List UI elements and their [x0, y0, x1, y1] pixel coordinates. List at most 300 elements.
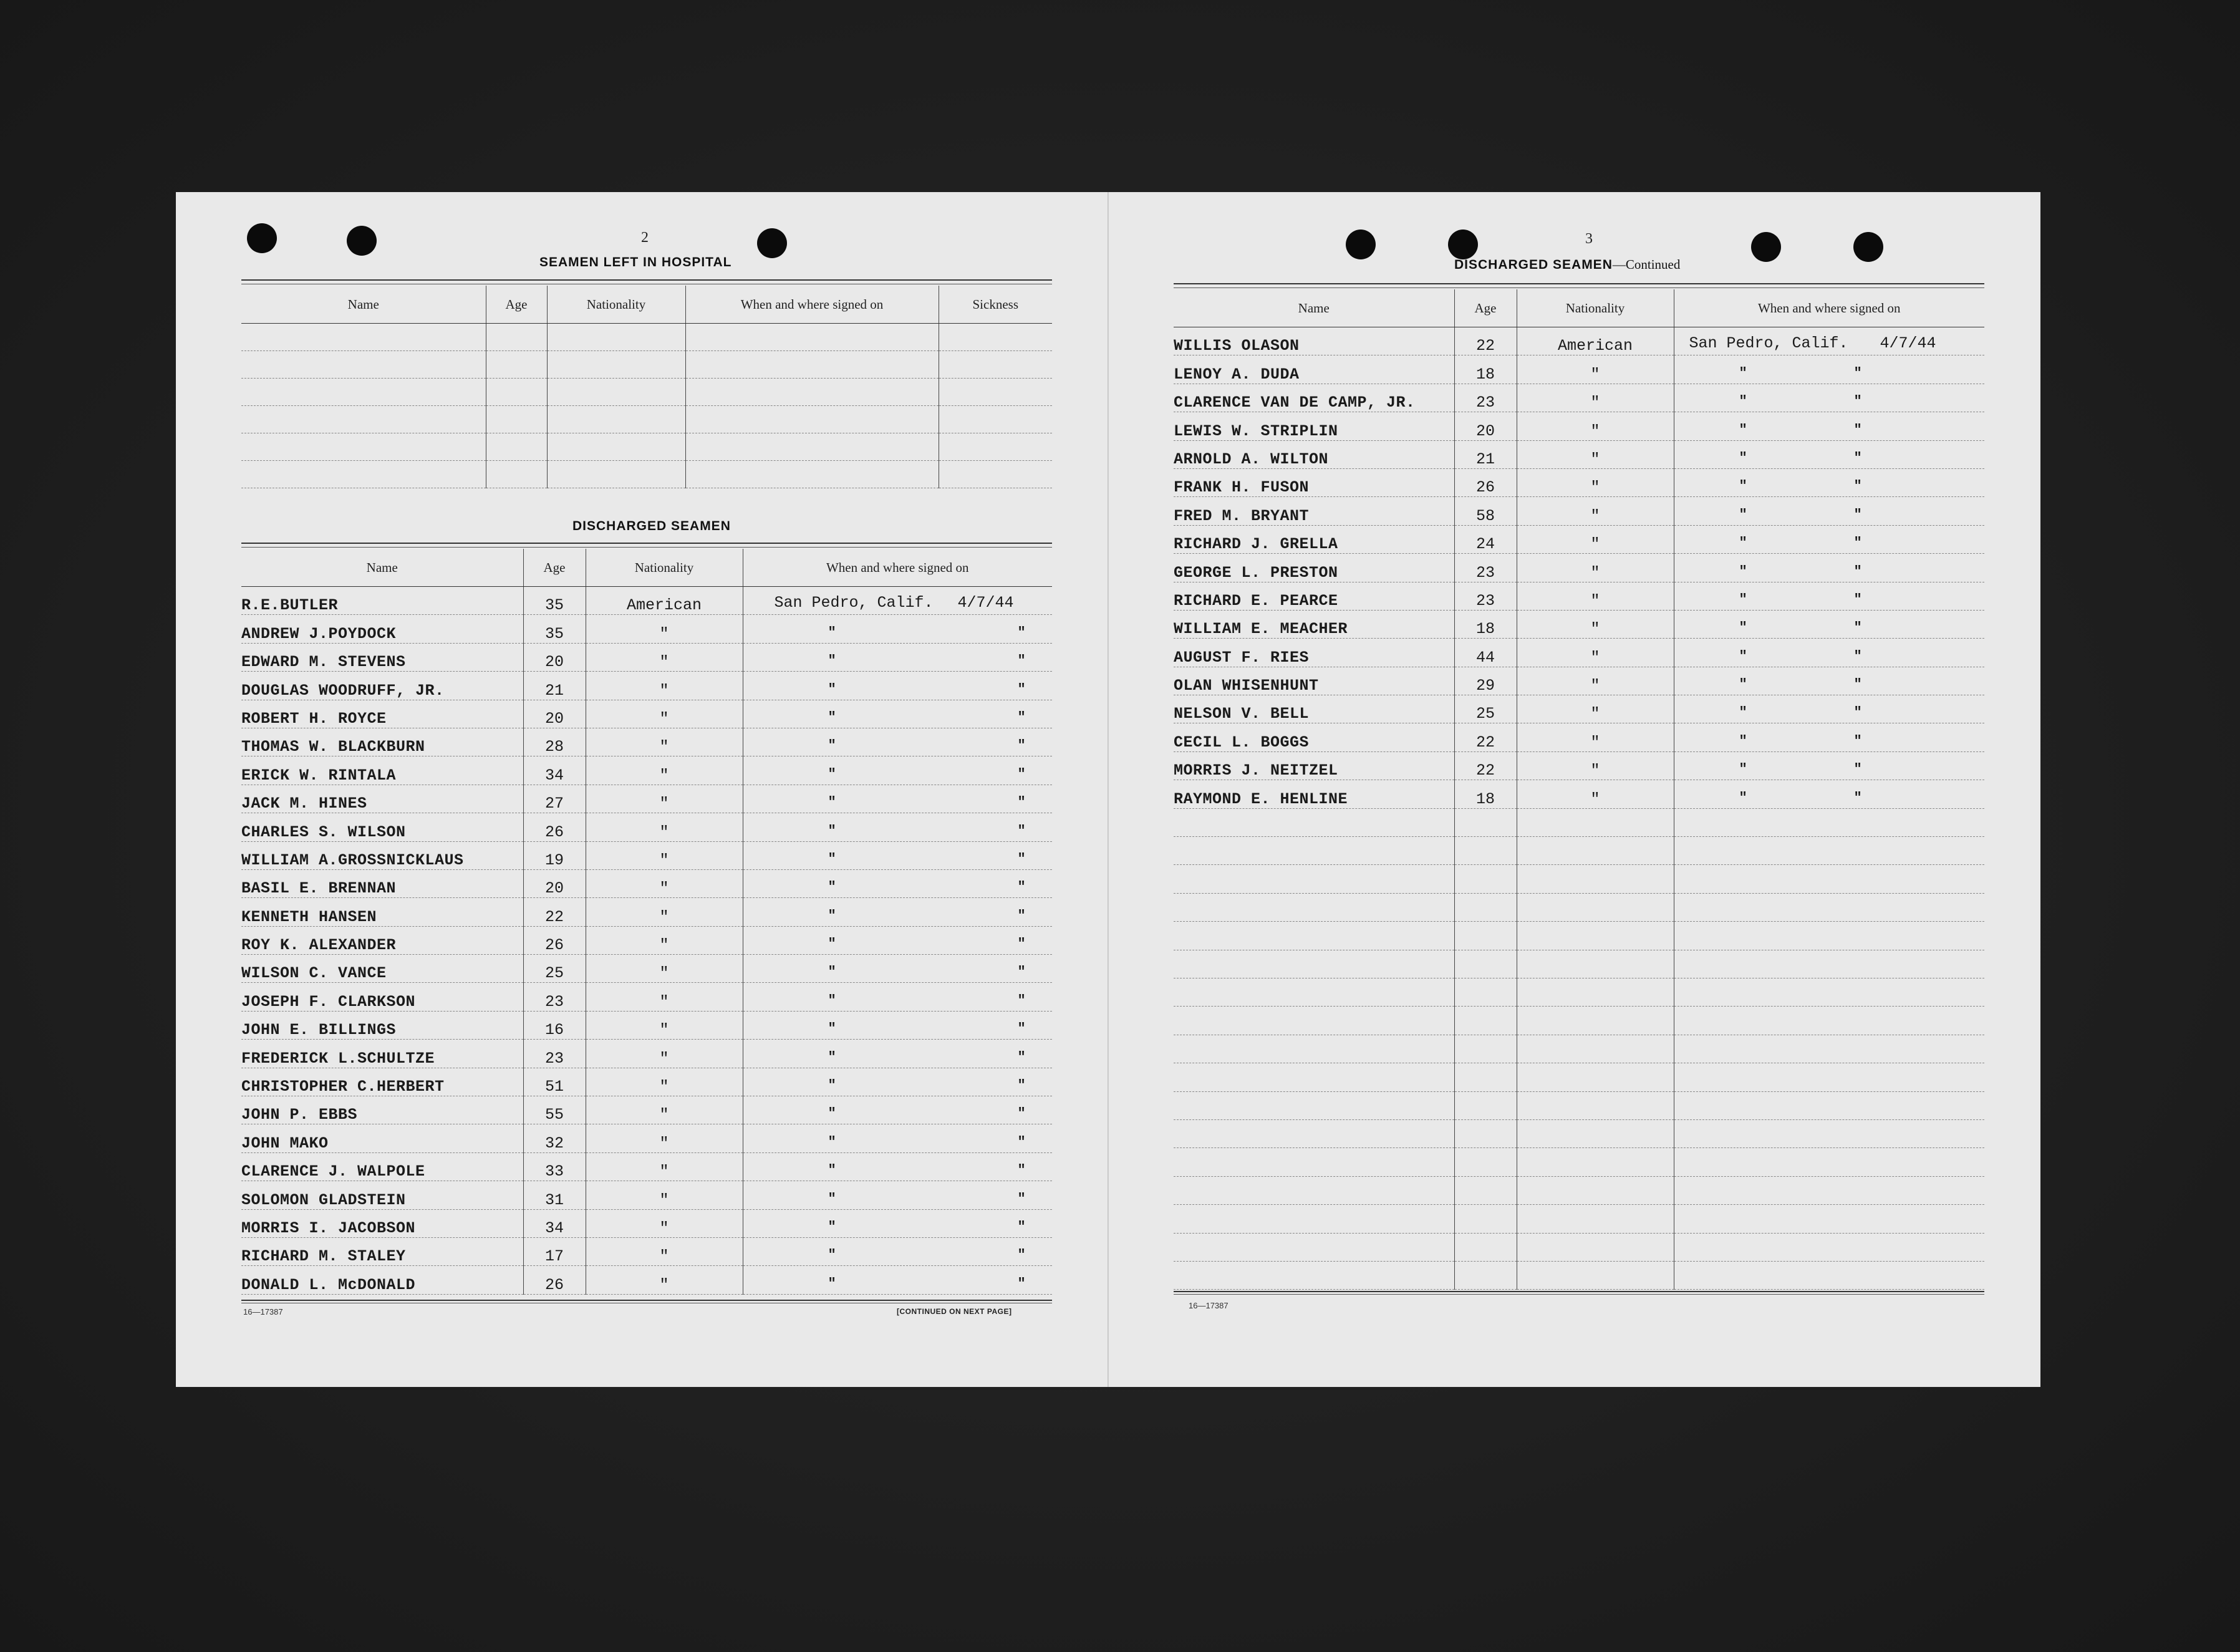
- seaman-age: 21: [523, 672, 586, 700]
- seaman-name: GEORGE L. PRESTON: [1174, 554, 1454, 582]
- blank-row: [241, 351, 1052, 379]
- seaman-name: OLAN WHISENHUNT: [1174, 667, 1454, 695]
- signed-on-date: ": [1853, 535, 1862, 551]
- signed-on-date: ": [1853, 365, 1862, 381]
- blank-row: [1174, 1007, 1984, 1035]
- double-rule: [241, 279, 1052, 284]
- signed-on-cell: [1674, 582, 1984, 610]
- blank-cell: [486, 351, 547, 379]
- seaman-nationality: ": [586, 643, 743, 671]
- seaman-name: ROY K. ALEXANDER: [241, 926, 523, 954]
- blank-cell: [547, 379, 685, 406]
- seaman-name: JOSEPH F. CLARKSON: [241, 983, 523, 1011]
- column-header: Age: [523, 549, 586, 587]
- blank-row: [241, 379, 1052, 406]
- blank-cell: [241, 406, 486, 433]
- seaman-nationality: ": [1517, 412, 1674, 440]
- signed-on-place: ": [828, 1078, 836, 1094]
- blank-cell: [1517, 1035, 1674, 1063]
- punch-hole: [1448, 229, 1478, 259]
- table-row: [241, 926, 1052, 954]
- table-row: [1174, 384, 1984, 412]
- table-row: [1174, 582, 1984, 610]
- signed-on-place: ": [1739, 790, 1747, 806]
- signed-on-cell: [743, 615, 1052, 643]
- blank-cell: [1674, 808, 1984, 836]
- blank-cell: [1174, 1063, 1454, 1091]
- signed-on-place: ": [1739, 761, 1747, 778]
- signed-on-place: ": [1739, 365, 1747, 381]
- blank-row: [241, 461, 1052, 488]
- seaman-name: JACK M. HINES: [241, 785, 523, 813]
- signed-on-cell: [743, 1096, 1052, 1124]
- seaman-name: FRED M. BRYANT: [1174, 497, 1454, 525]
- seaman-age: 18: [1454, 610, 1517, 638]
- discharged-continued-table: [1174, 289, 1984, 1290]
- column-header: Age: [486, 286, 547, 324]
- signed-on-place: ": [828, 653, 836, 669]
- punch-hole: [1751, 232, 1781, 262]
- table-row: [1174, 468, 1984, 496]
- signed-on-cell: [743, 1237, 1052, 1265]
- table-row: [241, 955, 1052, 983]
- signed-on-place: ": [828, 851, 836, 867]
- seaman-nationality: ": [586, 1152, 743, 1181]
- seaman-name: AUGUST F. RIES: [1174, 639, 1454, 667]
- blank-cell: [1517, 1091, 1674, 1119]
- blank-cell: [1517, 1148, 1674, 1176]
- signed-on-date: ": [1017, 1021, 1026, 1037]
- signed-on-place: ": [828, 681, 836, 697]
- signed-on-cell: [1674, 412, 1984, 440]
- blank-cell: [1454, 1035, 1517, 1063]
- signed-on-cell: [743, 785, 1052, 813]
- table-row: [1174, 525, 1984, 553]
- signed-on-date: ": [1017, 1106, 1026, 1122]
- blank-cell: [1454, 1233, 1517, 1261]
- discharged-section-title: DISCHARGED SEAMEN: [572, 519, 731, 533]
- signed-on-place: ": [828, 1191, 836, 1207]
- table-row: [241, 1209, 1052, 1237]
- punch-hole: [1346, 229, 1376, 259]
- signed-on-place: ": [828, 1106, 836, 1122]
- blank-row: [1174, 1035, 1984, 1063]
- blank-cell: [1174, 978, 1454, 1006]
- signed-on-date: ": [1017, 1049, 1026, 1065]
- signed-on-date: ": [1017, 1162, 1026, 1179]
- left-page: [176, 192, 1109, 1387]
- signed-on-date: ": [1853, 591, 1862, 607]
- table-row: [241, 615, 1052, 643]
- column-header: Nationality: [586, 549, 743, 587]
- blank-cell: [1517, 1261, 1674, 1289]
- blank-cell: [1454, 1063, 1517, 1091]
- blank-cell: [1517, 1007, 1674, 1035]
- double-rule: [1174, 283, 1984, 288]
- blank-cell: [939, 461, 1052, 488]
- blank-cell: [1454, 1148, 1517, 1176]
- seaman-age: 35: [523, 615, 586, 643]
- column-header: Name: [241, 286, 486, 324]
- signed-on-cell: [1674, 355, 1984, 384]
- signed-on-place: ": [1739, 591, 1747, 607]
- table-row: [1174, 355, 1984, 384]
- signed-on-date: ": [1017, 964, 1026, 980]
- punch-hole: [1853, 232, 1883, 262]
- table-row: [241, 1181, 1052, 1209]
- seaman-age: 20: [1454, 412, 1517, 440]
- blank-cell: [939, 379, 1052, 406]
- page-number: 2: [641, 229, 649, 246]
- signed-on-date: 4/7/44: [957, 594, 1014, 612]
- seaman-nationality: ": [586, 756, 743, 785]
- signed-on-place: ": [828, 1219, 836, 1235]
- seaman-age: 25: [1454, 695, 1517, 723]
- blank-cell: [1517, 808, 1674, 836]
- seaman-nationality: ": [1517, 582, 1674, 610]
- blank-cell: [241, 351, 486, 379]
- signed-on-date: ": [1017, 1191, 1026, 1207]
- seaman-age: 44: [1454, 639, 1517, 667]
- table-row: [1174, 327, 1984, 355]
- signed-on-date: ": [1853, 478, 1862, 495]
- column-header: When and where signed on: [685, 286, 939, 324]
- bottom-rule: [241, 1300, 1052, 1303]
- discharged-table: [241, 549, 1052, 1295]
- seaman-nationality: ": [586, 785, 743, 813]
- blank-cell: [1454, 893, 1517, 921]
- table-row: [241, 700, 1052, 728]
- seaman-nationality: ": [586, 1124, 743, 1152]
- seaman-name: KENNETH HANSEN: [241, 898, 523, 926]
- table-row: [1174, 723, 1984, 751]
- signed-on-date: ": [1853, 394, 1862, 410]
- signed-on-date: ": [1017, 709, 1026, 725]
- signed-on-place: ": [1739, 648, 1747, 664]
- table-row: [241, 1096, 1052, 1124]
- signed-on-cell: [743, 1181, 1052, 1209]
- hospital-table: [241, 286, 1052, 488]
- seaman-age: 18: [1454, 355, 1517, 384]
- signed-on-cell: [743, 955, 1052, 983]
- seaman-nationality: ": [586, 1209, 743, 1237]
- blank-cell: [1174, 950, 1454, 978]
- signed-on-place: ": [828, 766, 836, 782]
- signed-on-place: ": [1739, 677, 1747, 693]
- table-row: [241, 728, 1052, 756]
- signed-on-place: San Pedro, Calif.: [774, 594, 934, 612]
- signed-on-date: ": [1853, 790, 1862, 806]
- table-row: [241, 1237, 1052, 1265]
- column-header: Age: [1454, 289, 1517, 327]
- seaman-name: WILSON C. VANCE: [241, 955, 523, 983]
- seaman-age: 25: [523, 955, 586, 983]
- signed-on-cell: [743, 926, 1052, 954]
- seaman-nationality: ": [586, 1068, 743, 1096]
- seaman-nationality: ": [1517, 639, 1674, 667]
- seaman-name: ANDREW J.POYDOCK: [241, 615, 523, 643]
- continued-note: [CONTINUED ON NEXT PAGE]: [897, 1307, 1012, 1316]
- signed-on-cell: [1674, 468, 1984, 496]
- seaman-nationality: ": [586, 728, 743, 756]
- blank-cell: [1174, 1091, 1454, 1119]
- seaman-name: SOLOMON GLADSTEIN: [241, 1181, 523, 1209]
- signed-on-cell: [1674, 610, 1984, 638]
- blank-cell: [1174, 865, 1454, 893]
- blank-cell: [685, 461, 939, 488]
- form-code: 16—17387: [243, 1307, 283, 1316]
- table-row: [241, 869, 1052, 897]
- blank-cell: [1454, 1205, 1517, 1233]
- signed-on-date: ": [1853, 563, 1862, 579]
- seaman-age: 19: [523, 841, 586, 869]
- blank-cell: [547, 461, 685, 488]
- signed-on-cell: [743, 1209, 1052, 1237]
- signed-on-date: ": [1017, 851, 1026, 867]
- seaman-age: 20: [523, 643, 586, 671]
- blank-cell: [1674, 1176, 1984, 1204]
- signed-on-cell: [743, 813, 1052, 841]
- column-header: Nationality: [1517, 289, 1674, 327]
- blank-cell: [1517, 1176, 1674, 1204]
- seaman-nationality: ": [1517, 610, 1674, 638]
- signed-on-cell: [743, 869, 1052, 897]
- seaman-age: 23: [523, 983, 586, 1011]
- table-row: [241, 1011, 1052, 1039]
- seaman-name: FREDERICK L.SCHULTZE: [241, 1040, 523, 1068]
- seaman-nationality: ": [586, 926, 743, 954]
- signed-on-place: ": [828, 1162, 836, 1179]
- signed-on-cell: [1674, 525, 1984, 553]
- blank-cell: [547, 406, 685, 433]
- seaman-nationality: ": [1517, 497, 1674, 525]
- seaman-nationality: ": [1517, 355, 1674, 384]
- signed-on-place: ": [828, 907, 836, 924]
- seaman-age: 16: [523, 1011, 586, 1039]
- blank-cell: [241, 379, 486, 406]
- discharged-continued-title: [1454, 257, 1680, 273]
- seaman-nationality: ": [1517, 468, 1674, 496]
- blank-cell: [1517, 1233, 1674, 1261]
- seaman-nationality: ": [1517, 695, 1674, 723]
- blank-row: [1174, 893, 1984, 921]
- signed-on-place: ": [828, 1021, 836, 1037]
- double-rule: [241, 543, 1052, 548]
- signed-on-place: ": [828, 738, 836, 754]
- signed-on-date: ": [1017, 907, 1026, 924]
- seaman-name: CHARLES S. WILSON: [241, 813, 523, 841]
- seaman-nationality: ": [586, 813, 743, 841]
- seaman-nationality: ": [1517, 384, 1674, 412]
- seaman-nationality: ": [586, 672, 743, 700]
- blank-row: [1174, 1233, 1984, 1261]
- seaman-nationality: American: [586, 587, 743, 615]
- blank-cell: [1517, 1119, 1674, 1147]
- signed-on-date: ": [1017, 766, 1026, 782]
- seaman-age: 26: [523, 813, 586, 841]
- seaman-name: RICHARD J. GRELLA: [1174, 525, 1454, 553]
- seaman-name: DONALD L. McDONALD: [241, 1266, 523, 1294]
- table-row: [1174, 751, 1984, 780]
- blank-cell: [1454, 1091, 1517, 1119]
- blank-cell: [1517, 950, 1674, 978]
- blank-cell: [1674, 1233, 1984, 1261]
- seaman-name: JOHN E. BILLINGS: [241, 1011, 523, 1039]
- blank-cell: [486, 461, 547, 488]
- seaman-nationality: American: [1517, 327, 1674, 355]
- signed-on-date: ": [1017, 738, 1026, 754]
- signed-on-date: ": [1853, 677, 1862, 693]
- blank-cell: [1174, 893, 1454, 921]
- signed-on-place: ": [828, 823, 836, 839]
- signed-on-date: ": [1853, 450, 1862, 466]
- seaman-age: 58: [1454, 497, 1517, 525]
- blank-cell: [1174, 1119, 1454, 1147]
- blank-cell: [1454, 808, 1517, 836]
- signed-on-cell: [1674, 695, 1984, 723]
- form-code: 16—17387: [1189, 1301, 1229, 1310]
- signed-on-cell: [743, 1011, 1052, 1039]
- signed-on-date: ": [1017, 1275, 1026, 1292]
- signed-on-cell: [743, 672, 1052, 700]
- seaman-nationality: ": [586, 1237, 743, 1265]
- signed-on-cell: [743, 587, 1052, 615]
- blank-cell: [1517, 978, 1674, 1006]
- signed-on-cell: [743, 728, 1052, 756]
- signed-on-place: ": [828, 1049, 836, 1065]
- table-row: [1174, 412, 1984, 440]
- seaman-nationality: ": [1517, 525, 1674, 553]
- blank-cell: [1174, 922, 1454, 950]
- signed-on-place: ": [828, 1134, 836, 1150]
- signed-on-cell: [743, 1068, 1052, 1096]
- blank-cell: [1174, 1176, 1454, 1204]
- table-row: [241, 756, 1052, 785]
- signed-on-place: ": [1739, 478, 1747, 495]
- seaman-age: 34: [523, 756, 586, 785]
- seaman-name: R.E.BUTLER: [241, 587, 523, 615]
- table-row: [1174, 667, 1984, 695]
- blank-cell: [1174, 837, 1454, 865]
- table-row: [1174, 610, 1984, 638]
- blank-cell: [486, 433, 547, 461]
- seaman-age: 23: [1454, 554, 1517, 582]
- signed-on-cell: [743, 1124, 1052, 1152]
- signed-on-date: ": [1017, 992, 1026, 1008]
- blank-cell: [1174, 808, 1454, 836]
- blank-row: [241, 433, 1052, 461]
- seaman-age: 17: [523, 1237, 586, 1265]
- seaman-name: LENOY A. DUDA: [1174, 355, 1454, 384]
- seaman-nationality: ": [586, 983, 743, 1011]
- seaman-age: 20: [523, 869, 586, 897]
- signed-on-date: ": [1853, 761, 1862, 778]
- seaman-age: 32: [523, 1124, 586, 1152]
- blank-cell: [1517, 922, 1674, 950]
- seaman-nationality: ": [586, 615, 743, 643]
- blank-cell: [241, 433, 486, 461]
- seaman-name: NELSON V. BELL: [1174, 695, 1454, 723]
- signed-on-place: ": [828, 992, 836, 1008]
- signed-on-place: ": [828, 936, 836, 952]
- column-header: Sickness: [939, 286, 1052, 324]
- seaman-nationality: ": [586, 1181, 743, 1209]
- hospital-section-title: SEAMEN LEFT IN HOSPITAL: [539, 255, 732, 269]
- table-row: [1174, 497, 1984, 525]
- blank-cell: [1674, 865, 1984, 893]
- signed-on-cell: [743, 983, 1052, 1011]
- seaman-age: 26: [523, 926, 586, 954]
- table-row: [1174, 780, 1984, 808]
- table-row: [241, 1152, 1052, 1181]
- blank-cell: [1454, 865, 1517, 893]
- discharged-continued-title-text: DISCHARGED SEAMEN: [1454, 258, 1613, 272]
- signed-on-date: ": [1017, 1219, 1026, 1235]
- seaman-name: EDWARD M. STEVENS: [241, 643, 523, 671]
- signed-on-date: ": [1853, 705, 1862, 721]
- signed-on-cell: [743, 700, 1052, 728]
- seaman-age: 18: [1454, 780, 1517, 808]
- seaman-name: RAYMOND E. HENLINE: [1174, 780, 1454, 808]
- signed-on-date: ": [1853, 648, 1862, 664]
- blank-cell: [1174, 1205, 1454, 1233]
- table-row: [241, 672, 1052, 700]
- signed-on-place: ": [828, 964, 836, 980]
- blank-row: [1174, 808, 1984, 836]
- column-header: Name: [241, 549, 523, 587]
- seaman-age: 22: [523, 898, 586, 926]
- table-row: [241, 1068, 1052, 1096]
- seaman-age: 55: [523, 1096, 586, 1124]
- punch-hole: [247, 223, 277, 253]
- seaman-nationality: ": [586, 898, 743, 926]
- signed-on-place: ": [1739, 535, 1747, 551]
- signed-on-place: ": [828, 709, 836, 725]
- column-header: When and where signed on: [743, 549, 1052, 587]
- signed-on-place: ": [828, 624, 836, 640]
- table-row: [1174, 695, 1984, 723]
- seaman-name: RICHARD E. PEARCE: [1174, 582, 1454, 610]
- column-header: Name: [1174, 289, 1454, 327]
- blank-row: [1174, 1091, 1984, 1119]
- blank-cell: [1674, 1007, 1984, 1035]
- blank-cell: [1674, 978, 1984, 1006]
- page-number: 3: [1585, 231, 1593, 247]
- blank-row: [1174, 1205, 1984, 1233]
- blank-cell: [1454, 1176, 1517, 1204]
- seaman-nationality: ": [586, 955, 743, 983]
- blank-cell: [1174, 1148, 1454, 1176]
- seaman-age: 23: [523, 1040, 586, 1068]
- signed-on-date: ": [1017, 653, 1026, 669]
- signed-on-cell: [1674, 497, 1984, 525]
- blank-row: [241, 324, 1052, 351]
- signed-on-date: ": [1853, 733, 1862, 749]
- blank-cell: [486, 324, 547, 351]
- seaman-age: 34: [523, 1209, 586, 1237]
- blank-cell: [547, 324, 685, 351]
- seaman-nationality: ": [1517, 667, 1674, 695]
- signed-on-cell: [1674, 554, 1984, 582]
- seaman-nationality: ": [586, 1266, 743, 1294]
- blank-cell: [939, 433, 1052, 461]
- blank-cell: [1174, 1007, 1454, 1035]
- table-row: [241, 643, 1052, 671]
- seaman-nationality: ": [1517, 554, 1674, 582]
- table-row: [1174, 639, 1984, 667]
- signed-on-cell: [743, 643, 1052, 671]
- column-header: When and where signed on: [1674, 289, 1984, 327]
